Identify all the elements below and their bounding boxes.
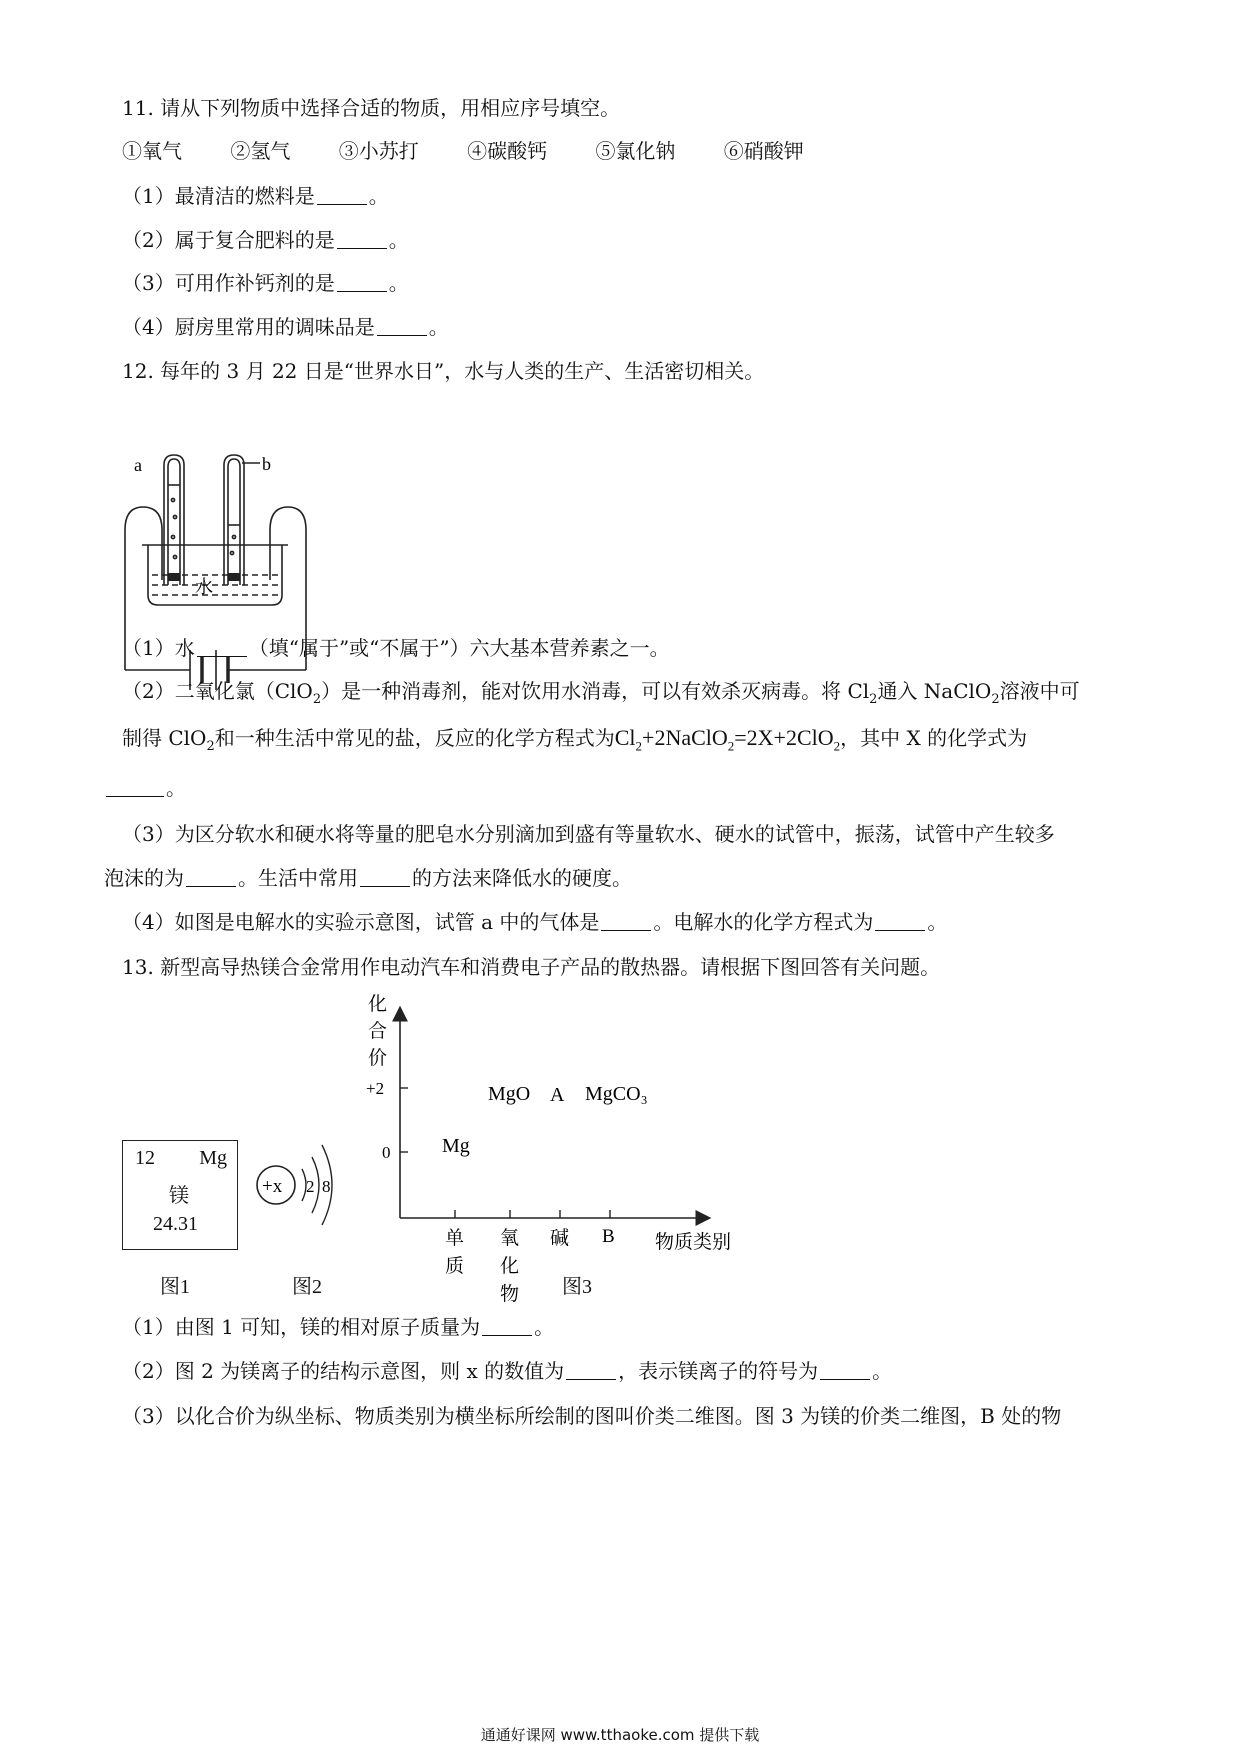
xtick-elemental-2: 质 — [445, 1256, 465, 1277]
q11-options — [122, 137, 846, 165]
q12-sub3-line1: （3）为区分软水和硬水将等量的肥皂水分别滴加到盛有等量软水、硬水的试管中，振荡，试管中产生较多 — [122, 822, 1055, 846]
q12-sub3-line2 — [104, 864, 632, 892]
q11-option-2: ②氢气 — [230, 139, 291, 163]
subscript: 2 — [833, 738, 841, 754]
q11-sub3-text: （3）可用作补钙剂的是 — [122, 271, 335, 295]
subscript: 2 — [206, 739, 215, 754]
q11-sub3-end: 。 — [388, 271, 409, 295]
page-footer: 通通好课网 www.tthaoke.com 提供下载 — [480, 1726, 760, 1744]
ytick-plus2: +2 — [366, 1079, 385, 1098]
answer-blank[interactable] — [377, 315, 427, 336]
eq-part: Cl — [614, 725, 636, 750]
tube-a-label: a — [134, 455, 142, 475]
fig1-caption: 图1 — [160, 1276, 190, 1298]
chemical-equation — [614, 725, 841, 754]
q11-stem: 11. 请从下列物质中选择合适的物质，用相应序号填空。 — [122, 96, 621, 120]
text-segment: 泡沫的为 — [104, 866, 184, 890]
q12-sub1-end: （填“属于”或“不属于”）六大基本营养素之一。 — [248, 636, 670, 660]
q12-sub2-line3 — [104, 774, 186, 802]
eq-part: =2X+2ClO — [734, 725, 834, 750]
q13-sub1 — [122, 1313, 554, 1341]
text-segment: 。 — [927, 910, 948, 934]
q12-sub2-line1 — [122, 677, 1080, 714]
text-segment: 的方法来降低水的硬度。 — [412, 866, 632, 890]
x-axis-label: 物质类别 — [655, 1232, 732, 1253]
xtick-B: B — [602, 1226, 615, 1247]
water-label: 水 — [195, 577, 213, 597]
subscript: 2 — [991, 692, 1000, 707]
subscript: 2 — [727, 738, 735, 754]
q12-sub1 — [122, 634, 670, 662]
q11-sub4-end: 。 — [428, 315, 449, 339]
xtick-oxide-3: 物 — [500, 1284, 520, 1305]
answer-blank[interactable] — [482, 1315, 532, 1336]
point-Mg: Mg — [442, 1135, 470, 1157]
text-segment: ）是一种消毒剂，能对饮用水消毒，可以有效杀灭病毒。将 Cl — [321, 679, 870, 703]
fig2-caption: 图2 — [292, 1276, 322, 1298]
shell-electrons-1: 2 — [306, 1177, 315, 1196]
xtick-oxide-1: 氧 — [500, 1228, 520, 1249]
atomic-mass: 24.31 — [153, 1213, 198, 1235]
text-segment: 。生活中常用 — [238, 866, 358, 890]
text-segment: 溶液中可 — [999, 679, 1080, 703]
answer-blank[interactable] — [197, 636, 247, 657]
text-segment: （2）二氧化氯（ClO — [122, 679, 313, 703]
q12-sub4 — [122, 908, 947, 936]
q12-sub1-text: （1）水 — [122, 636, 195, 660]
answer-blank[interactable] — [106, 776, 164, 797]
q13-sub2 — [122, 1357, 892, 1385]
text-segment: 。 — [166, 776, 186, 800]
xtick-elemental-1: 单 — [445, 1228, 465, 1249]
fig3-caption: 图3 — [562, 1276, 592, 1298]
ion-structure-diagram — [252, 1135, 352, 1235]
q11-option-6: ⑥硝酸钾 — [723, 139, 804, 163]
subscript: 2 — [869, 692, 878, 707]
text-segment: （4）如图是电解水的实验示意图，试管 a 中的气体是 — [122, 910, 600, 934]
text-segment: ，表示镁离子的符号为 — [618, 1359, 819, 1383]
q11-sub2-text: （2）属于复合肥料的是 — [122, 228, 335, 252]
ylabel-char-1: 化 — [368, 994, 388, 1015]
ylabel-char-3: 价 — [368, 1048, 388, 1069]
subscript: 2 — [635, 738, 643, 754]
nucleus-charge: +x — [262, 1176, 283, 1197]
q13-sub3: （3）以化合价为纵坐标、物质类别为横坐标所绘制的图叫价类二维图。图 3 为镁的价类二维图，B 处的物 — [122, 1404, 1062, 1428]
answer-blank[interactable] — [337, 228, 387, 249]
answer-blank[interactable] — [360, 866, 410, 887]
subscript: 2 — [312, 692, 322, 707]
eq-part: +2NaClO — [642, 725, 728, 750]
text-segment: ，其中 X 的化学式为 — [840, 726, 1028, 750]
point-A: A — [550, 1084, 565, 1106]
text-segment: 制得 ClO — [122, 726, 207, 750]
answer-blank[interactable] — [317, 184, 367, 205]
q11-sub1-end: 。 — [368, 184, 389, 208]
text-segment: （1）由图 1 可知，镁的相对原子质量为 — [122, 1315, 481, 1339]
text-segment: 。 — [872, 1359, 893, 1383]
element-name: 镁 — [169, 1185, 189, 1207]
answer-blank[interactable] — [875, 910, 925, 931]
q13-stem: 13. 新型高导热镁合金常用作电动汽车和消费电子产品的散热器。请根据下图回答有关问题。 — [122, 955, 941, 979]
text-segment: （2）图 2 为镁离子的结构示意图，则 x 的数值为 — [122, 1359, 565, 1383]
text-segment: 通入 NaClO — [877, 679, 992, 703]
element-card — [122, 1140, 238, 1250]
q11-sub2 — [122, 226, 409, 254]
q11-sub4-text: （4）厨房里常用的调味品是 — [122, 315, 375, 339]
q12-stem: 12. 每年的 3 月 22 日是“世界水日”，水与人类的生产、生活密切相关。 — [122, 359, 765, 383]
xtick-base: 碱 — [550, 1228, 570, 1249]
q11-option-3: ③小苏打 — [338, 139, 419, 163]
text-segment: 。电解水的化学方程式为 — [653, 910, 874, 934]
q11-sub2-end: 。 — [388, 228, 409, 252]
q11-sub3 — [122, 269, 409, 297]
q11-sub1 — [122, 182, 389, 210]
q11-option-1: ①氧气 — [122, 139, 182, 163]
text-segment: 和一种生活中常见的盐，反应的化学方程式为 — [214, 726, 615, 750]
q11-sub1-text: （1）最清洁的燃料是 — [122, 184, 315, 208]
ylabel-char-2: 合 — [368, 1021, 388, 1042]
ytick-0: 0 — [382, 1143, 391, 1162]
answer-blank[interactable] — [820, 1359, 870, 1380]
answer-blank[interactable] — [566, 1359, 616, 1380]
tube-b-label: b — [262, 454, 271, 474]
answer-blank[interactable] — [186, 866, 236, 887]
answer-blank[interactable] — [337, 271, 387, 292]
q11-sub4 — [122, 313, 449, 341]
element-symbol: Mg — [199, 1147, 227, 1169]
shell-electrons-2: 8 — [322, 1177, 331, 1196]
answer-blank[interactable] — [601, 910, 651, 931]
q12-sub2-line2 — [122, 724, 1027, 761]
point-MgCO3: MgCO₃ — [585, 1083, 648, 1105]
xtick-oxide-2: 化 — [500, 1256, 520, 1277]
q11-option-5: ⑤氯化钠 — [595, 139, 676, 163]
atomic-number: 12 — [135, 1147, 155, 1169]
point-MgO: MgO — [488, 1083, 531, 1105]
q11-option-4: ④碳酸钙 — [467, 139, 548, 163]
text-segment: 。 — [534, 1315, 555, 1339]
